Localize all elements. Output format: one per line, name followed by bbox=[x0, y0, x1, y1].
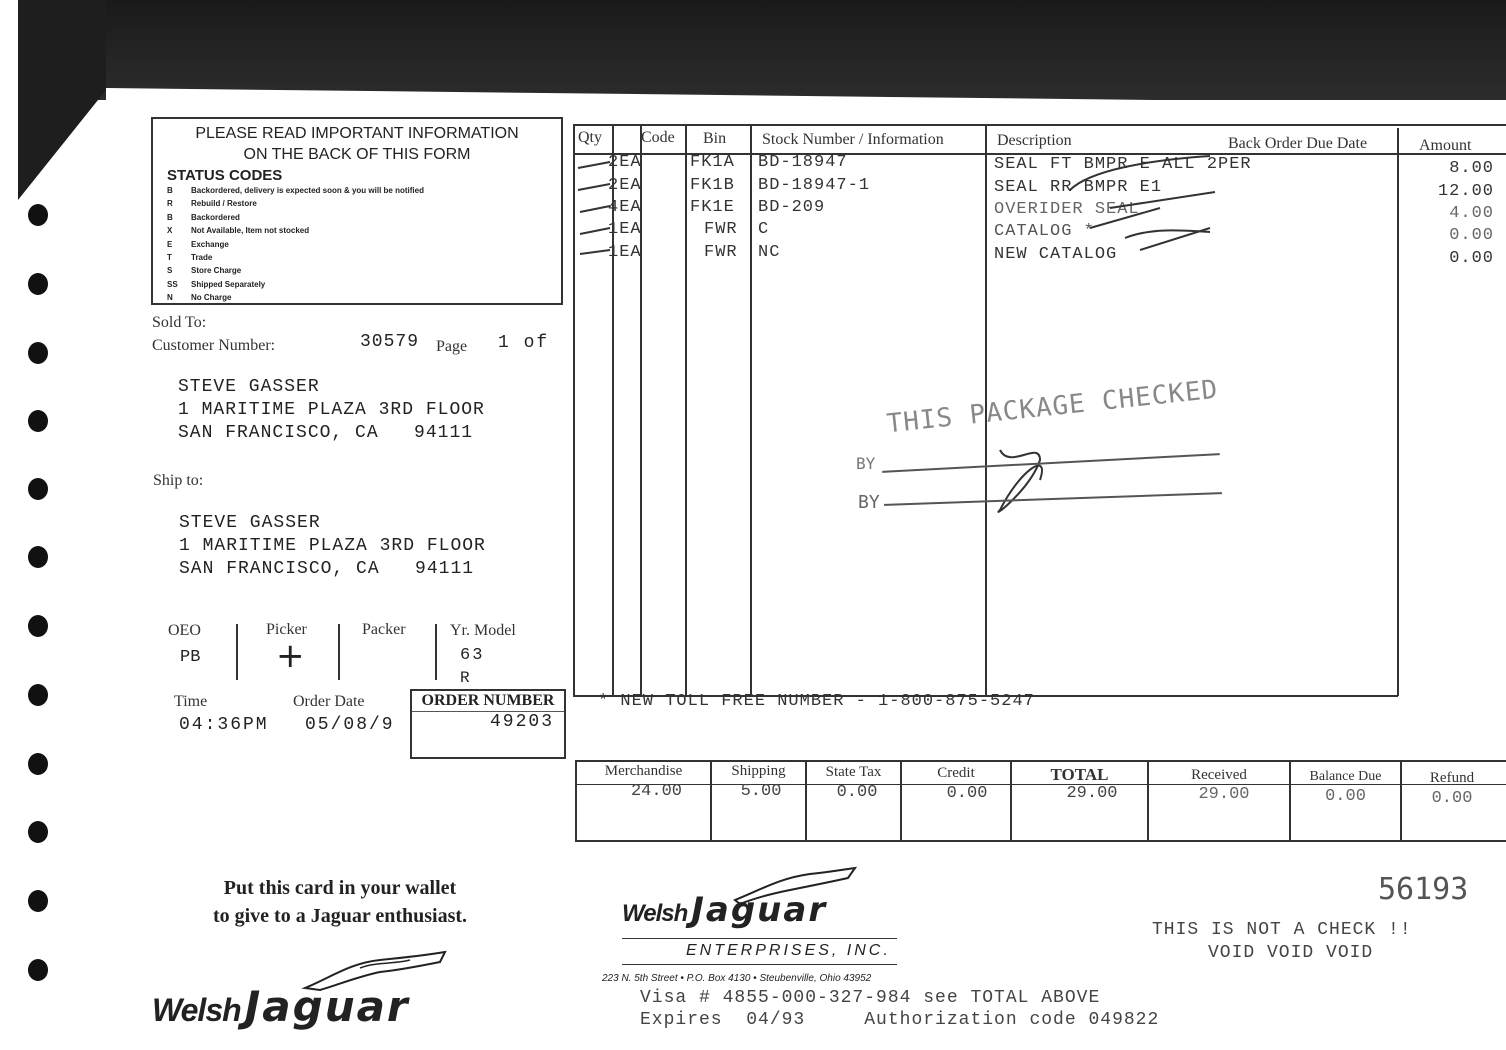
row-qty: 4EA bbox=[608, 198, 642, 217]
picker-initial: + bbox=[276, 636, 305, 676]
status-code: S bbox=[167, 266, 173, 276]
header-qty: Qty bbox=[578, 129, 602, 146]
status-codes-list bbox=[167, 184, 561, 305]
row-bin: FK1E bbox=[690, 198, 735, 217]
row-amount: 0.00 bbox=[1449, 249, 1494, 268]
header-amount: Amount bbox=[1419, 137, 1472, 154]
header-description: Description bbox=[997, 132, 1072, 149]
feed-hole bbox=[28, 890, 48, 912]
wallet-logo-welsh: Welsh bbox=[152, 992, 241, 1028]
ship-to-name: STEVE GASSER bbox=[179, 513, 321, 533]
row-bin: FWR bbox=[704, 220, 738, 239]
status-code-item bbox=[167, 238, 561, 251]
status-code-text: No Charge bbox=[191, 293, 232, 303]
row-stock: NC bbox=[758, 243, 781, 262]
expires-line: Expires 04/93 Authorization code 049822 bbox=[640, 1010, 1160, 1030]
row-amount: 8.00 bbox=[1449, 159, 1494, 178]
picker-label: Picker bbox=[266, 621, 307, 638]
oeo-label: OEO bbox=[168, 622, 201, 639]
feed-hole bbox=[28, 615, 48, 637]
feed-hole bbox=[28, 204, 48, 226]
company-logo-jaguar: Jaguar bbox=[691, 890, 828, 930]
notice-line-1: PLEASE READ IMPORTANT INFORMATION bbox=[195, 125, 519, 142]
status-code-item bbox=[167, 291, 561, 304]
wallet-card-line-2: to give to a Jaguar enthusiast. bbox=[212, 905, 468, 927]
status-code: E bbox=[167, 239, 173, 249]
row-stock: BD-18947-1 bbox=[758, 176, 871, 195]
total-value-refund: 0.00 bbox=[1431, 789, 1473, 808]
company-logo bbox=[622, 890, 827, 930]
status-code: B bbox=[167, 212, 173, 222]
header-stock-number: Stock Number / Information bbox=[762, 131, 944, 148]
total-value-received: 29.00 bbox=[1198, 785, 1250, 804]
status-code-text: Shipped Separately bbox=[191, 279, 266, 289]
status-codes-box bbox=[151, 117, 563, 305]
row-description: CATALOG * bbox=[994, 222, 1095, 241]
yr-model-value: 63 bbox=[460, 646, 485, 665]
serial-number: 56193 bbox=[1378, 872, 1469, 907]
customer-number-label: Customer Number: bbox=[152, 337, 276, 354]
status-code: T bbox=[167, 253, 172, 263]
status-code-item bbox=[167, 224, 561, 237]
row-description: OVERIDER SEAL bbox=[994, 200, 1140, 219]
not-a-check-text: THIS IS NOT A CHECK !! bbox=[1152, 920, 1412, 940]
oeo-value: PB bbox=[180, 648, 201, 667]
notice-line-2: ON THE BACK OF THIS FORM bbox=[243, 146, 471, 163]
header-back-order-date: Back Order Due Date bbox=[1228, 135, 1368, 152]
total-value-balance-due: 0.00 bbox=[1325, 787, 1366, 806]
row-description: NEW CATALOG bbox=[994, 245, 1118, 264]
header-bin: Bin bbox=[703, 130, 727, 147]
toll-free-notice: * NEW TOLL FREE NUMBER - 1-800-875-5247 bbox=[598, 692, 1035, 711]
total-value-credit: 0.00 bbox=[946, 784, 988, 803]
notice-text bbox=[153, 123, 561, 165]
scan-background bbox=[18, 0, 1506, 100]
sold-to-name: STEVE GASSER bbox=[178, 377, 320, 397]
status-code-text: Not Available, Item not stocked bbox=[191, 226, 310, 236]
total-value-total: 29.00 bbox=[1066, 784, 1118, 803]
order-date-label: Order Date bbox=[293, 693, 365, 710]
status-code-text: Trade bbox=[191, 253, 213, 263]
status-code-item bbox=[167, 197, 561, 210]
feed-hole bbox=[28, 478, 48, 500]
row-stock: BD-18947 bbox=[758, 153, 848, 172]
ship-to-city: SAN FRANCISCO, CA 94111 bbox=[179, 559, 475, 579]
wallet-card-text bbox=[160, 874, 520, 930]
row-qty: 2EA bbox=[608, 176, 642, 195]
row-stock: C bbox=[758, 220, 770, 239]
yr-model-label: Yr. Model bbox=[450, 622, 516, 639]
total-label-credit: Credit bbox=[937, 765, 975, 781]
order-number-label: ORDER NUMBER bbox=[412, 691, 564, 712]
feed-hole bbox=[28, 546, 48, 568]
feed-hole bbox=[28, 684, 48, 706]
wallet-card-line-1: Put this card in your wallet bbox=[223, 877, 457, 899]
order-date-value: 05/08/9 bbox=[305, 715, 395, 735]
row-amount: 0.00 bbox=[1449, 226, 1494, 245]
meta-divider bbox=[338, 624, 340, 680]
time-value: 04:36PM bbox=[179, 715, 269, 735]
page-number: 1 of bbox=[498, 333, 550, 353]
void-text: VOID VOID VOID bbox=[1208, 943, 1374, 963]
time-label: Time bbox=[174, 693, 208, 710]
feed-hole bbox=[28, 273, 48, 295]
logo-rule bbox=[622, 964, 897, 965]
feed-hole bbox=[28, 342, 48, 364]
customer-number: 30579 bbox=[360, 332, 420, 352]
packer-label: Packer bbox=[362, 621, 406, 638]
wallet-logo-jaguar: Jaguar bbox=[244, 982, 410, 1031]
status-code: B bbox=[167, 186, 173, 195]
row-bin: FK1A bbox=[690, 153, 735, 172]
expires-line-clip bbox=[640, 1010, 1260, 1030]
sold-to-address bbox=[178, 376, 485, 445]
total-label-total: TOTAL bbox=[1050, 765, 1109, 784]
row-qty: 1EA bbox=[608, 243, 642, 262]
total-value-merchandise: 24.00 bbox=[630, 782, 682, 801]
row-bin: FWR bbox=[704, 243, 738, 262]
total-label-refund: Refund bbox=[1429, 770, 1475, 786]
sold-to-label: Sold To: bbox=[152, 314, 207, 331]
status-code-text: Exchange bbox=[191, 239, 229, 249]
package-checked-stamp: THIS PACKAGE CHECKED bbox=[885, 374, 1220, 440]
total-label-state-tax: State Tax bbox=[825, 764, 882, 780]
total-value-state-tax: 0.00 bbox=[836, 783, 878, 802]
sold-to-city: SAN FRANCISCO, CA 94111 bbox=[178, 423, 474, 443]
status-code: X bbox=[167, 226, 173, 236]
visa-line: Visa # 4855-000-327-984 see TOTAL ABOVE bbox=[640, 988, 1101, 1008]
status-code-text: Store Charge bbox=[191, 266, 242, 276]
status-code-text: Backordered, delivery is expected soon & you will be notified bbox=[191, 186, 424, 195]
total-label-merchandise: Merchandise bbox=[604, 763, 683, 779]
status-code-item bbox=[167, 211, 561, 224]
total-label-shipping: Shipping bbox=[731, 763, 786, 779]
row-qty: 2EA bbox=[608, 153, 642, 172]
status-codes-title: STATUS CODES bbox=[167, 167, 283, 184]
row-description: SEAL RR BMPR E1 bbox=[994, 178, 1163, 197]
wallet-card-logo bbox=[152, 982, 512, 1031]
meta-divider bbox=[435, 624, 437, 680]
yr-model-suffix: R bbox=[460, 669, 470, 687]
order-number-box bbox=[410, 689, 566, 759]
order-number-value: 49203 bbox=[489, 712, 554, 732]
sold-to-street: 1 MARITIME PLAZA 3RD FLOOR bbox=[178, 400, 485, 420]
feed-hole bbox=[28, 821, 48, 843]
page-label: Page bbox=[436, 338, 468, 355]
ship-to-street: 1 MARITIME PLAZA 3RD FLOOR bbox=[179, 536, 486, 556]
row-stock: BD-209 bbox=[758, 198, 826, 217]
status-code-item bbox=[167, 184, 561, 197]
stamp-by-2: BY bbox=[858, 492, 880, 513]
header-code: Code bbox=[641, 129, 675, 146]
total-label-balance-due: Balance Due bbox=[1309, 769, 1382, 784]
company-address: 223 N. 5th Street • P.O. Box 4130 • Steubenville, Ohio 43952 bbox=[602, 973, 872, 984]
feed-hole bbox=[28, 959, 48, 981]
status-code-text: Rebuild / Restore bbox=[191, 199, 257, 209]
company-logo-welsh: Welsh bbox=[622, 900, 688, 927]
scan-background-left bbox=[18, 0, 106, 200]
status-code-text: Backordered bbox=[191, 212, 240, 222]
row-bin: FK1B bbox=[690, 176, 735, 195]
meta-divider bbox=[236, 624, 238, 680]
row-description: SEAL FT BMPR E ALL 2PER bbox=[994, 155, 1252, 174]
column-divider bbox=[1397, 128, 1399, 696]
total-label-received: Received bbox=[1191, 767, 1247, 783]
row-amount: 12.00 bbox=[1437, 182, 1494, 201]
status-code: R bbox=[167, 199, 173, 209]
feed-hole bbox=[28, 753, 48, 775]
logo-rule bbox=[622, 938, 897, 939]
status-code: N bbox=[167, 293, 173, 303]
feed-hole bbox=[28, 410, 48, 432]
total-value-shipping: 5.00 bbox=[740, 782, 782, 801]
company-enterprises: ENTERPRISES, INC. bbox=[686, 942, 891, 959]
status-code-item bbox=[167, 251, 561, 264]
status-code-item bbox=[167, 264, 561, 277]
row-amount: 4.00 bbox=[1449, 204, 1494, 223]
status-code: SS bbox=[167, 279, 178, 289]
stamp-by-1: BY bbox=[856, 454, 876, 473]
ship-to-label: Ship to: bbox=[153, 472, 204, 489]
ship-to-address bbox=[179, 512, 486, 581]
row-qty: 1EA bbox=[608, 220, 642, 239]
status-code-item bbox=[167, 278, 561, 291]
handwritten-marks bbox=[570, 150, 1230, 530]
